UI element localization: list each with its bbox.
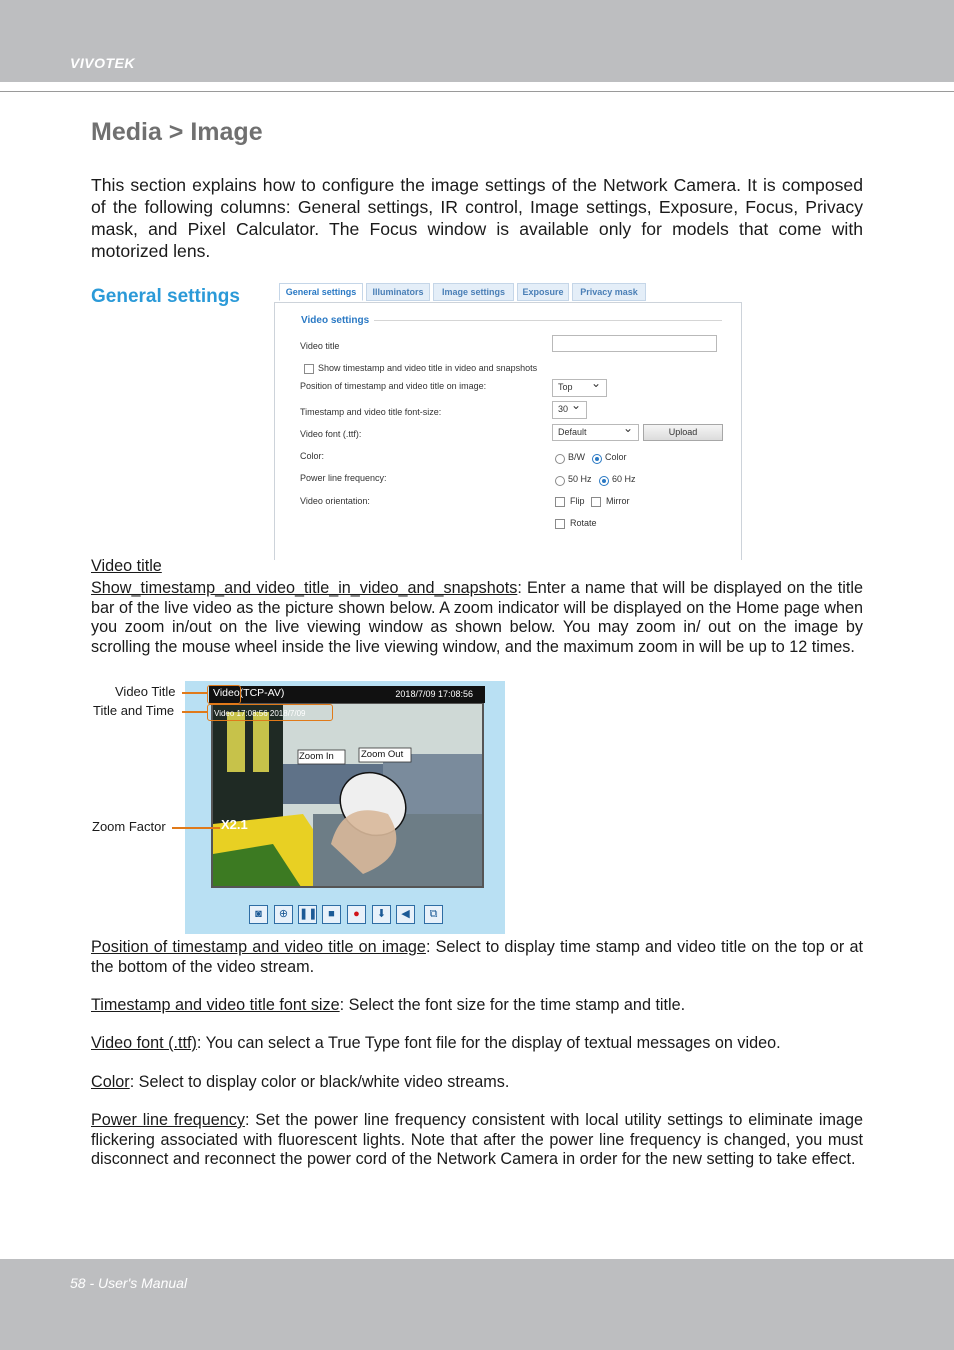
video-title-text: Video(TCP-AV) [213, 687, 285, 699]
upload-button[interactable]: Upload [643, 424, 723, 441]
section-title: General settings [91, 286, 240, 307]
pause-icon[interactable]: ❚❚ [298, 905, 317, 924]
legend-divider [374, 320, 722, 321]
page-title: Media > Image [91, 118, 263, 146]
power-desc: : Set the power line frequency consistent with local utility settings to eliminate image flickering associated with fluorescent lights. Note that after the power line frequency is changed, you must disconnect and reconnect the power cord of the Network Camera in order for the new setting to take effect. [91, 1111, 864, 1168]
video-title-input[interactable] [552, 335, 717, 352]
font-size-label: Timestamp and video title font-size: [300, 407, 442, 417]
tab-privacy-mask[interactable]: Privacy mask [572, 283, 646, 301]
mirror-label: Mirror [606, 496, 630, 506]
power-50hz-label: 50 Hz [568, 474, 592, 484]
position-label: Position of timestamp and video title on image: [300, 381, 487, 391]
video-title-term: Video title [91, 557, 162, 575]
video-titlebar [209, 686, 485, 703]
zoom-out-label: Zoom Out [361, 749, 404, 760]
color-label: Color: [300, 451, 325, 461]
color-bw-label: B/W [568, 452, 585, 462]
zoom-in-label: Zoom In [299, 751, 334, 762]
show-timestamp-checkbox[interactable] [304, 364, 314, 374]
stop-icon[interactable]: ■ [322, 905, 341, 924]
video-font-select[interactable] [552, 424, 639, 441]
zoom-icon[interactable]: ⊕ [274, 905, 293, 924]
orientation-label: Video orientation: [300, 496, 370, 506]
show-timestamp-definition [91, 579, 863, 657]
store-scene-image [213, 704, 484, 888]
video-title-label: Video title [300, 341, 340, 351]
camera-icon[interactable]: ◙ [249, 905, 268, 924]
font-size-definition [91, 996, 863, 1016]
power-50hz-radio[interactable] [555, 476, 565, 486]
power-frequency-label: Power line frequency: [300, 473, 387, 483]
tab-general-settings[interactable]: General settings [279, 283, 363, 301]
position-value: Top [558, 382, 573, 392]
rotate-checkbox[interactable] [555, 519, 565, 529]
zoom-factor-indicator: X2.1 [221, 817, 248, 832]
video-title-callout: Video Title [115, 684, 176, 699]
timestamp-text: 2018/7/09 17:08:56 [395, 689, 473, 699]
zoom-factor-callout-line [172, 827, 220, 829]
record-icon[interactable]: ● [347, 905, 366, 924]
rotate-label: Rotate [570, 518, 597, 528]
page-footer [0, 1259, 954, 1350]
power-term: Power line frequency [91, 1111, 245, 1129]
intro-paragraph: This section explains how to configure the image settings of the Network Camera. It is composed of the following columns: General settings, IR control, Image settings, Exposure, Focus, Privacy mask, and Pixel Calculator. The Focus window is available only for models that come with motorized lens. [91, 175, 863, 261]
position-desc: : Select to display time stamp and video title on the top or at the bottom of the video stream. [91, 938, 863, 976]
color-term: Color [91, 1073, 130, 1091]
title-time-highlight [207, 704, 333, 721]
video-font-term: Video font (.ttf) [91, 1034, 197, 1052]
header-divider [0, 91, 954, 92]
font-size-value: 30 [558, 404, 569, 414]
video-title-highlight [207, 685, 241, 704]
title-time-callout-line [182, 711, 207, 713]
font-size-select[interactable] [552, 401, 587, 419]
page-number: 58 - User's Manual [70, 1275, 188, 1291]
position-select[interactable] [552, 379, 607, 397]
color-color-label: Color [605, 452, 627, 462]
power-60hz-label: 60 Hz [612, 474, 636, 484]
video-font-label: Video font (.ttf): [300, 429, 362, 439]
show-timestamp-desc: : Enter a name that will be displayed on the title bar of the live video as the picture shown below. A zoom indicator will be displayed on the Home page when you zoom in/out on the live viewing window as shown below. You may zoom in/ out on the image by scrolling the mouse wheel inside the live viewing window, and the maximum zoom in will be up to 12 times. [91, 579, 863, 656]
fullscreen-icon[interactable]: ⧉ [424, 905, 443, 924]
title-time-callout: Title and Time [93, 703, 175, 718]
volume-icon[interactable]: ◀ [396, 905, 415, 924]
video-font-definition [91, 1034, 863, 1054]
video-font-desc: : You can select a True Type font file for the display of textual messages on video. [196, 1034, 781, 1052]
tab-illuminators[interactable]: Illuminators [366, 283, 430, 301]
font-size-term: Timestamp and video title font size [91, 996, 340, 1014]
flip-checkbox[interactable] [555, 497, 565, 507]
zoom-factor-callout: Zoom Factor [92, 819, 166, 834]
video-title-callout-line [182, 692, 207, 694]
color-definition [91, 1073, 863, 1093]
power-60hz-radio[interactable] [599, 476, 609, 486]
download-icon[interactable]: ⬇ [372, 905, 391, 924]
video-font-value: Default [558, 427, 587, 437]
page-header [0, 0, 954, 82]
color-bw-radio[interactable] [555, 454, 565, 464]
show-timestamp-term: Show_timestamp_and video_title_in_video_and_snapshots [91, 579, 518, 597]
position-term: Position of timestamp and video title on image [91, 938, 426, 956]
show-timestamp-label: Show timestamp and video title in video and snapshots [318, 363, 538, 373]
font-size-desc: : Select the font size for the time stamp and title. [339, 996, 686, 1014]
brand-label: VIVOTEK [70, 55, 135, 71]
color-color-radio[interactable] [592, 454, 602, 464]
video-settings-legend: Video settings [301, 315, 370, 326]
power-definition [91, 1111, 863, 1170]
mirror-checkbox[interactable] [591, 497, 601, 507]
flip-label: Flip [570, 496, 585, 506]
video-overlay-text: Video 17:08:56 2018/7/09 [214, 709, 306, 718]
general-settings-panel [274, 283, 742, 559]
tab-exposure[interactable]: Exposure [517, 283, 569, 301]
position-definition [91, 938, 863, 977]
live-video-frame [211, 702, 484, 888]
video-title-heading [91, 557, 863, 577]
color-desc: : Select to display color or black/white video streams. [129, 1073, 510, 1091]
tab-image-settings[interactable]: Image settings [433, 283, 514, 301]
